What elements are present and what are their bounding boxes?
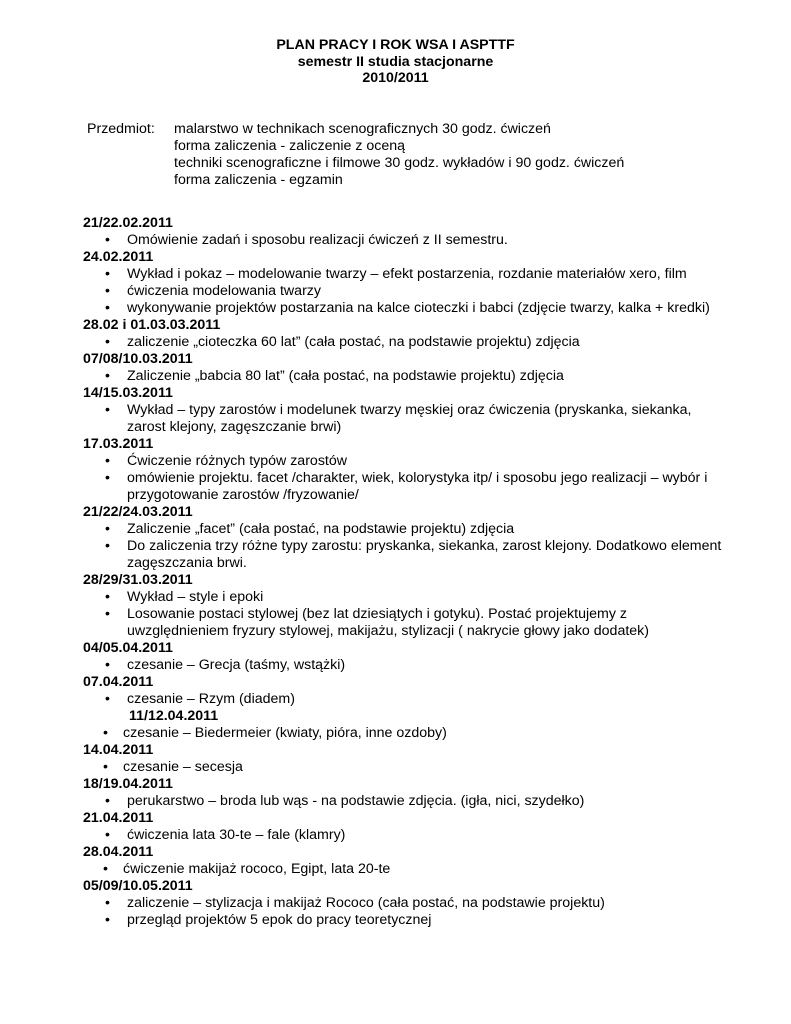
schedule-item xyxy=(83,895,723,912)
schedule-item-text: Do zaliczenia trzy różne typy zarostu: pryskanka, siekanka, zarost klejony. Dodatkowo element zagęszczania brwi. xyxy=(127,538,722,571)
schedule-item-text: czesanie – Grecja (taśmy, wstążki) xyxy=(127,657,346,673)
schedule-item xyxy=(83,657,723,674)
schedule-item-text: ćwiczenia lata 30-te – fale (klamry) xyxy=(127,827,346,843)
schedule-list xyxy=(83,215,723,929)
schedule-items xyxy=(83,266,723,317)
schedule-date: 28.02 i 01.03.03.2011 xyxy=(83,317,221,333)
schedule-item xyxy=(83,725,723,742)
schedule-items xyxy=(83,759,723,776)
subject-line: techniki scenograficzne i filmowe 30 godz. wykładów i 90 godz. ćwiczeń xyxy=(174,155,625,171)
document-header xyxy=(0,37,791,87)
schedule-item xyxy=(83,538,723,572)
schedule-item xyxy=(83,368,723,385)
subject-line: forma zaliczenia - zaliczenie z oceną xyxy=(174,138,406,154)
schedule-date: 14.04.2011 xyxy=(83,742,154,758)
bullet-icon: • xyxy=(105,538,110,554)
schedule-items xyxy=(83,368,723,385)
bullet-icon: • xyxy=(105,827,110,843)
bullet-icon: • xyxy=(105,691,110,707)
bullet-icon: • xyxy=(105,589,110,605)
schedule-date: 21/22.02.2011 xyxy=(83,215,173,231)
schedule-item-text: Ćwiczenie różnych typów zarostów xyxy=(127,453,347,469)
schedule-items xyxy=(83,402,723,436)
schedule-item xyxy=(83,453,723,470)
schedule-item xyxy=(83,691,723,708)
schedule-items xyxy=(83,232,723,249)
schedule-date: 28.04.2011 xyxy=(83,844,154,860)
schedule-item-text: omówienie projektu. facet /charakter, wiek, kolorystyka itp/ i sposobu jego realizacji – wybór i przygotowanie zarostów /fryzowanie/ xyxy=(127,470,708,503)
schedule-date: 24.02.2011 xyxy=(83,249,154,265)
schedule-item-text: Zaliczenie „babcia 80 lat” (cała postać, na podstawie projektu) zdjęcia xyxy=(127,368,564,384)
schedule-date: 17.03.2011 xyxy=(83,436,154,452)
schedule-item xyxy=(83,470,723,504)
schedule-date: 04/05.04.2011 xyxy=(83,640,173,656)
schedule-item-text: Wykład – typy zarostów i modelunek twarzy męskiej oraz ćwiczenia (pryskanka, siekanka, zarost klejony, zagęszczanie brwi) xyxy=(127,402,692,435)
schedule-item xyxy=(83,232,723,249)
bullet-icon: • xyxy=(103,861,108,877)
schedule-item-text: czesanie – Rzym (diadem) xyxy=(127,691,295,707)
schedule-date: 21.04.2011 xyxy=(83,810,154,826)
schedule-item-text: ćwiczenia modelowania twarzy xyxy=(127,283,321,299)
schedule-date: 07.04.2011 xyxy=(83,674,154,690)
schedule-item-text: perukarstwo – broda lub wąs - na podstawie zdjęcia. (igła, nici, szydełko) xyxy=(127,793,585,809)
schedule-item xyxy=(83,300,723,317)
schedule-item-text: Wykład i pokaz – modelowanie twarzy – efekt postarzenia, rozdanie materiałów xero, film xyxy=(127,266,687,282)
bullet-icon: • xyxy=(105,300,110,316)
schedule-items xyxy=(83,334,723,351)
schedule-items xyxy=(83,861,723,878)
schedule-items xyxy=(83,521,723,572)
subject-line: forma zaliczenia - egzamin xyxy=(174,172,343,188)
bullet-icon: • xyxy=(103,759,108,775)
schedule-date: 11/12.04.2011 xyxy=(129,708,219,724)
schedule-item-text: Losowanie postaci stylowej (bez lat dziesiątych i gotyku). Postać projektujemy z uwzględnieniem fryzury stylowej, makijażu, stylizacji ( nakrycie głowy jako dodatek) xyxy=(127,606,649,639)
bullet-icon: • xyxy=(105,793,110,809)
schedule-date: 05/09/10.05.2011 xyxy=(83,878,193,894)
bullet-icon: • xyxy=(105,895,110,911)
schedule-item-text: zaliczenie „cioteczka 60 lat” (cała postać, na podstawie projektu) zdjęcia xyxy=(127,334,580,350)
subject-lines xyxy=(174,121,774,189)
bullet-icon: • xyxy=(105,521,110,537)
schedule-item-text: przegląd projektów 5 epok do pracy teoretycznej xyxy=(127,912,432,928)
schedule-items xyxy=(83,691,723,708)
schedule-item xyxy=(83,827,723,844)
schedule-items xyxy=(83,589,723,640)
schedule-item xyxy=(83,334,723,351)
schedule-items xyxy=(83,827,723,844)
schedule-item xyxy=(83,521,723,538)
schedule-item-text: Zaliczenie „facet” (cała postać, na podstawie projektu) zdjęcia xyxy=(127,521,515,537)
bullet-icon: • xyxy=(105,657,110,673)
bullet-icon: • xyxy=(105,283,110,299)
schedule-item xyxy=(83,283,723,300)
schedule-item-text: zaliczenie – stylizacja i makijaż Rococo (cała postać, na podstawie projektu) xyxy=(127,895,605,911)
bullet-icon: • xyxy=(103,725,108,741)
schedule-item-text: Wykład – style i epoki xyxy=(127,589,264,605)
schedule-date: 14/15.03.2011 xyxy=(83,385,173,401)
schedule-item-text: czesanie – Biedermeier (kwiaty, pióra, inne ozdoby) xyxy=(123,725,447,741)
subject-line: malarstwo w technikach scenograficznych 30 godz. ćwiczeń xyxy=(174,121,551,137)
schedule-item-text: Omówienie zadań i sposobu realizacji ćwiczeń z II semestru. xyxy=(127,232,508,248)
schedule-item-text: ćwiczenie makijaż rococo, Egipt, lata 20-te xyxy=(123,861,391,877)
document-title: PLAN PRACY I ROK WSA I ASPTTF xyxy=(276,37,515,53)
schedule-item xyxy=(83,402,723,436)
subject-label: Przedmiot: xyxy=(87,121,155,137)
schedule-item-text: czesanie – secesja xyxy=(123,759,243,775)
schedule-items xyxy=(83,725,723,742)
schedule-date: 07/08/10.03.2011 xyxy=(83,351,193,367)
academic-year: 2010/2011 xyxy=(362,70,429,86)
bullet-icon: • xyxy=(105,368,110,384)
schedule-item xyxy=(83,793,723,810)
bullet-icon: • xyxy=(105,453,110,469)
bullet-icon: • xyxy=(105,334,110,350)
schedule-item-text: wykonywanie projektów postarzania na kalce cioteczki i babci (zdjęcie twarzy, kalka + kredki) xyxy=(127,300,710,316)
schedule-item xyxy=(83,606,723,640)
schedule-date: 18/19.04.2011 xyxy=(83,776,173,792)
bullet-icon: • xyxy=(105,402,110,418)
schedule-item xyxy=(83,912,723,929)
schedule-items xyxy=(83,657,723,674)
bullet-icon: • xyxy=(105,606,110,622)
schedule-items xyxy=(83,793,723,810)
bullet-icon: • xyxy=(105,232,110,248)
bullet-icon: • xyxy=(105,912,110,928)
document-subtitle: semestr II studia stacjonarne xyxy=(297,53,494,70)
schedule-date: 28/29/31.03.2011 xyxy=(83,572,193,588)
schedule-date: 21/22/24.03.2011 xyxy=(83,504,193,520)
schedule-item xyxy=(83,589,723,606)
bullet-icon: • xyxy=(105,470,110,486)
schedule-items xyxy=(83,453,723,504)
schedule-item xyxy=(83,266,723,283)
schedule-item xyxy=(83,861,723,878)
bullet-icon: • xyxy=(105,266,110,282)
schedule-items xyxy=(83,895,723,929)
schedule-item xyxy=(83,759,723,776)
